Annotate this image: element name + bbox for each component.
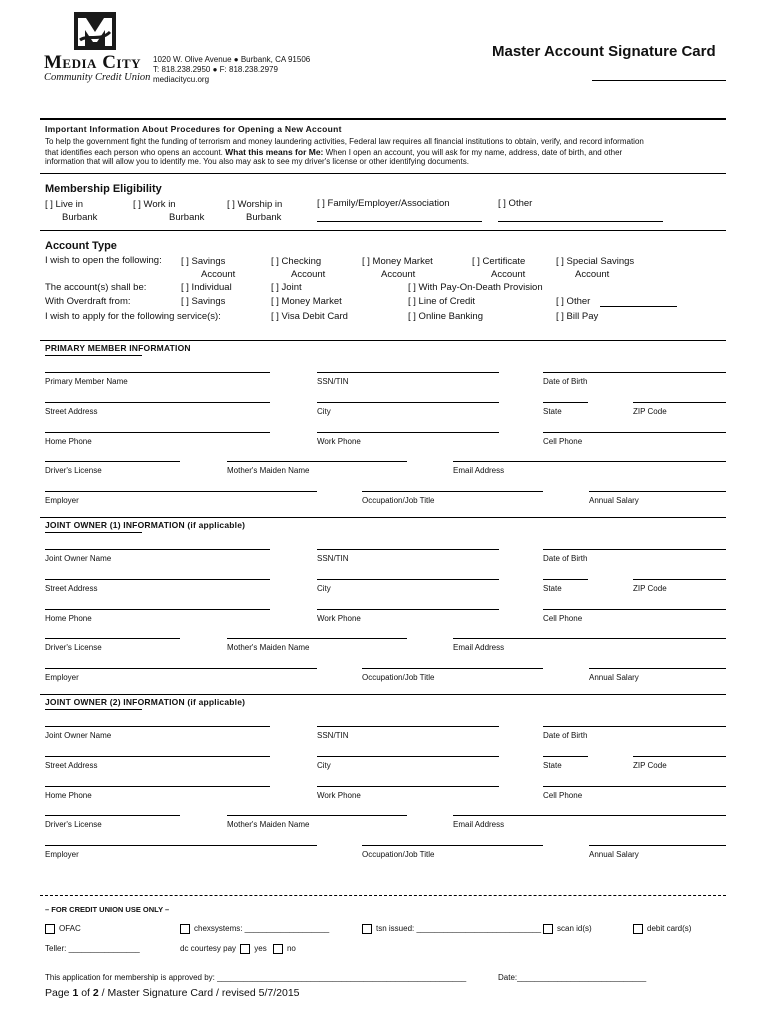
- eligibility-heading: Membership Eligibility: [45, 183, 162, 195]
- opt-certificate-sub: Account: [491, 269, 526, 280]
- info-heading: Important Information About Procedures for Opening a New Account: [45, 124, 342, 134]
- primary-state-input[interactable]: [543, 402, 588, 403]
- tsn-label: tsn issued: ____________________________: [376, 924, 542, 934]
- joint2-city-label: City: [317, 761, 331, 770]
- joint1-ssn-input[interactable]: [317, 549, 499, 550]
- joint2-street-input[interactable]: [45, 756, 270, 757]
- dc-no-checkbox[interactable]: [273, 944, 283, 954]
- open-label: I wish to open the following:: [45, 255, 162, 266]
- cu-use-heading: – FOR CREDIT UNION USE ONLY –: [45, 905, 170, 914]
- od-other[interactable]: [ ] Other: [556, 296, 591, 307]
- opt-money-market-sub: Account: [381, 269, 416, 280]
- joint1-zip-label: ZIP Code: [633, 584, 667, 593]
- joint2-dob-label: Date of Birth: [543, 731, 588, 740]
- primary-work-phone-label: Work Phone: [317, 437, 361, 446]
- joint2-work-phone-input[interactable]: [317, 786, 499, 787]
- primary-home-phone-label: Home Phone: [45, 437, 92, 446]
- elig-live-sub: Burbank: [62, 212, 98, 223]
- elig-work-label: [ ] Work in: [133, 199, 176, 210]
- joint1-home-phone-input[interactable]: [45, 609, 270, 610]
- dc-yes-checkbox[interactable]: [240, 944, 250, 954]
- od-savings[interactable]: [ ] Savings: [181, 296, 226, 307]
- joint2-joint-name-label: Joint Owner Name: [45, 731, 112, 740]
- primary-zip-input[interactable]: [633, 402, 726, 403]
- divider: [40, 118, 726, 120]
- opt-special-savings[interactable]: [556, 255, 634, 281]
- joint2-state-input[interactable]: [543, 756, 588, 757]
- opt-checking[interactable]: [271, 255, 325, 281]
- joint2-dl-label: Driver's License: [45, 820, 102, 829]
- elig-live-label: [ ] Live in: [45, 199, 84, 210]
- joint2-salary-input[interactable]: [589, 845, 726, 846]
- primary-maiden-input[interactable]: [227, 461, 407, 462]
- opt-joint[interactable]: [ ] Joint: [271, 282, 302, 293]
- elig-work-sub: Burbank: [169, 212, 205, 223]
- primary-cell-phone-input[interactable]: [543, 432, 726, 433]
- joint1-state-label: State: [543, 584, 562, 593]
- heading-underline: [45, 355, 142, 356]
- joint1-section-heading: JOINT OWNER (1) INFORMATION (if applicable): [45, 520, 246, 530]
- joint2-email-input[interactable]: [453, 815, 726, 816]
- info-line-2c: When I open an account, you will ask for my name, address, date of birth, and other: [325, 148, 623, 157]
- primary-zip-label: ZIP Code: [633, 407, 667, 416]
- tsn-checkbox[interactable]: [362, 924, 372, 934]
- joint1-occupation-label: Occupation/Job Title: [362, 673, 435, 682]
- footer-of: of: [81, 987, 90, 999]
- dc-courtesy-label: dc courtesy pay: [180, 944, 237, 954]
- od-other-line: [600, 306, 677, 307]
- opt-checking-label: [ ] Checking: [271, 256, 322, 267]
- account-type-heading: Account Type: [45, 240, 117, 252]
- services-label: I wish to apply for the following service(s):: [45, 311, 221, 322]
- joint2-home-phone-label: Home Phone: [45, 791, 92, 800]
- primary-ssn-input[interactable]: [317, 372, 499, 373]
- joint2-dob-input[interactable]: [543, 726, 726, 727]
- joint2-state-label: State: [543, 761, 562, 770]
- joint1-zip-input[interactable]: [633, 579, 726, 580]
- cu-ofac[interactable]: [45, 924, 81, 934]
- joint1-dl-input[interactable]: [45, 638, 180, 639]
- primary-street-label: Street Address: [45, 407, 98, 416]
- elig-other[interactable]: [ ] Other: [498, 198, 533, 209]
- joint1-street-input[interactable]: [45, 579, 270, 580]
- ofac-label: OFAC: [59, 924, 81, 934]
- footer-page-total: 2: [92, 987, 99, 999]
- address-text: 1020 W. Olive Avenue ● Burbank, CA 91506: [153, 55, 311, 64]
- svc-bill-pay[interactable]: [ ] Bill Pay: [556, 311, 599, 322]
- cu-date[interactable]: Date:_____________________________: [498, 973, 647, 982]
- phone-text: T: 818.238.2950 ● F: 818.238.2979: [153, 65, 278, 74]
- opt-money-market[interactable]: [362, 255, 433, 281]
- cu-use-divider: [40, 895, 726, 896]
- primary-occupation-label: Occupation/Job Title: [362, 496, 435, 505]
- joint1-home-phone-label: Home Phone: [45, 614, 92, 623]
- joint1-cell-phone-label: Cell Phone: [543, 614, 583, 623]
- footer-page-number: 1: [72, 987, 79, 999]
- joint1-joint-name-label: Joint Owner Name: [45, 554, 112, 563]
- primary-street-input[interactable]: [45, 402, 270, 403]
- primary-section-heading: PRIMARY MEMBER INFORMATION: [45, 343, 191, 353]
- od-money-market[interactable]: [ ] Money Market: [271, 296, 342, 307]
- cu-approved[interactable]: This application for membership is approved by: ________________________________________________________: [45, 973, 467, 982]
- joint2-employer-input[interactable]: [45, 845, 317, 846]
- ofac-checkbox[interactable]: [45, 924, 55, 934]
- joint2-cell-phone-label: Cell Phone: [543, 791, 583, 800]
- elig-worship-label: [ ] Worship in: [227, 199, 283, 210]
- primary-dob-label: Date of Birth: [543, 377, 588, 386]
- joint2-ssn-input[interactable]: [317, 726, 499, 727]
- joint1-cell-phone-input[interactable]: [543, 609, 726, 610]
- cu-scan[interactable]: [543, 924, 592, 934]
- opt-savings[interactable]: [181, 255, 235, 281]
- joint2-home-phone-input[interactable]: [45, 786, 270, 787]
- info-line-1: To help the government fight the funding of terrorism and money laundering activities, Federal law requires all financial institutions to obtain, verify, and record information: [45, 137, 644, 146]
- footer-page-word: Page: [45, 987, 70, 999]
- chex-checkbox[interactable]: [180, 924, 190, 934]
- joint1-employer-input[interactable]: [45, 668, 317, 669]
- joint1-city-label: City: [317, 584, 331, 593]
- media-city-logo-icon: [74, 12, 116, 50]
- scan-checkbox[interactable]: [543, 924, 553, 934]
- divider: [40, 694, 726, 695]
- primary-maiden-label: Mother's Maiden Name: [227, 466, 310, 475]
- joint1-work-phone-input[interactable]: [317, 609, 499, 610]
- joint2-occupation-input[interactable]: [362, 845, 543, 846]
- opt-individual[interactable]: [ ] Individual: [181, 282, 232, 293]
- joint1-salary-label: Annual Salary: [589, 673, 639, 682]
- joint2-cell-phone-input[interactable]: [543, 786, 726, 787]
- page-footer: [45, 987, 300, 999]
- primary-occupation-input[interactable]: [362, 491, 543, 492]
- joint2-occupation-label: Occupation/Job Title: [362, 850, 435, 859]
- divider: [40, 230, 726, 231]
- joint1-occupation-input[interactable]: [362, 668, 543, 669]
- joint2-ssn-label: SSN/TIN: [317, 731, 349, 740]
- title-underline: [592, 80, 726, 81]
- primary-dob-input[interactable]: [543, 372, 726, 373]
- opt-savings-sub: Account: [201, 269, 236, 280]
- info-line-2a: that identifies each person who opens an account.: [45, 148, 223, 157]
- joint2-employer-label: Employer: [45, 850, 79, 859]
- divider: [40, 340, 726, 341]
- joint1-ssn-label: SSN/TIN: [317, 554, 349, 563]
- cu-chex[interactable]: [180, 924, 329, 934]
- joint1-maiden-label: Mother's Maiden Name: [227, 643, 310, 652]
- opt-pod[interactable]: [ ] With Pay-On-Death Provision: [408, 282, 543, 293]
- primary-dl-input[interactable]: [45, 461, 180, 462]
- joint1-maiden-input[interactable]: [227, 638, 407, 639]
- debit-label: debit card(s): [647, 924, 692, 934]
- elig-other-line: [498, 221, 663, 222]
- website-text: mediacitycu.org: [153, 75, 210, 84]
- joint1-dob-input[interactable]: [543, 549, 726, 550]
- elig-worship[interactable]: [227, 198, 282, 224]
- joint1-dl-label: Driver's License: [45, 643, 102, 652]
- heading-underline: [45, 532, 142, 533]
- svc-visa-debit[interactable]: [ ] Visa Debit Card: [271, 311, 348, 322]
- debit-checkbox[interactable]: [633, 924, 643, 934]
- cu-debit[interactable]: [633, 924, 691, 934]
- primary-work-phone-input[interactable]: [317, 432, 499, 433]
- joint2-joint-name-input[interactable]: [45, 726, 270, 727]
- joint1-work-phone-label: Work Phone: [317, 614, 361, 623]
- primary-city-input[interactable]: [317, 402, 499, 403]
- primary-primary-name-label: Primary Member Name: [45, 377, 128, 386]
- joint2-street-label: Street Address: [45, 761, 98, 770]
- brand-subtitle: Community Credit Union: [44, 72, 151, 83]
- primary-dl-label: Driver's License: [45, 466, 102, 475]
- info-line-2: [45, 147, 622, 157]
- dc-yes-label: yes: [254, 944, 267, 954]
- elig-work[interactable]: [133, 198, 204, 224]
- joint1-street-label: Street Address: [45, 584, 98, 593]
- svc-online-banking[interactable]: [ ] Online Banking: [408, 311, 483, 322]
- joint2-maiden-label: Mother's Maiden Name: [227, 820, 310, 829]
- elig-family-line: [317, 221, 482, 222]
- joint1-state-input[interactable]: [543, 579, 588, 580]
- primary-email-label: Email Address: [453, 466, 505, 475]
- primary-email-input[interactable]: [453, 461, 726, 462]
- dc-no-label: no: [286, 944, 296, 954]
- joint1-joint-name-input[interactable]: [45, 549, 270, 550]
- chex-label: chexsystems: ___________________: [194, 924, 330, 934]
- joint2-work-phone-label: Work Phone: [317, 791, 361, 800]
- cu-teller[interactable]: Teller: ________________: [45, 944, 140, 953]
- joint2-email-label: Email Address: [453, 820, 505, 829]
- joint1-email-input[interactable]: [453, 638, 726, 639]
- primary-salary-input[interactable]: [589, 491, 726, 492]
- joint1-city-input[interactable]: [317, 579, 499, 580]
- joint1-email-label: Email Address: [453, 643, 505, 652]
- brand-name: Media City: [44, 52, 142, 73]
- joint2-dl-input[interactable]: [45, 815, 180, 816]
- primary-home-phone-input[interactable]: [45, 432, 270, 433]
- joint1-dob-label: Date of Birth: [543, 554, 588, 563]
- joint2-city-input[interactable]: [317, 756, 499, 757]
- elig-family[interactable]: [ ] Family/Employer/Association: [317, 198, 450, 209]
- primary-salary-label: Annual Salary: [589, 496, 639, 505]
- primary-cell-phone-label: Cell Phone: [543, 437, 583, 446]
- cu-tsn[interactable]: [362, 924, 541, 934]
- primary-state-label: State: [543, 407, 562, 416]
- footer-doc-info: / Master Signature Card / revised 5/7/2015: [101, 987, 300, 999]
- primary-primary-name-input[interactable]: [45, 372, 270, 373]
- joint2-zip-label: ZIP Code: [633, 761, 667, 770]
- primary-city-label: City: [317, 407, 331, 416]
- opt-certificate[interactable]: [472, 255, 525, 281]
- joint2-zip-input[interactable]: [633, 756, 726, 757]
- joint1-employer-label: Employer: [45, 673, 79, 682]
- joint2-salary-label: Annual Salary: [589, 850, 639, 859]
- shall-be-label: The account(s) shall be:: [45, 282, 147, 293]
- page-title: Master Account Signature Card: [492, 43, 716, 60]
- opt-certificate-label: [ ] Certificate: [472, 256, 526, 267]
- opt-special-savings-sub: Account: [575, 269, 610, 280]
- opt-checking-sub: Account: [291, 269, 326, 280]
- info-line-2b: What this means for Me:: [225, 147, 324, 157]
- primary-employer-label: Employer: [45, 496, 79, 505]
- opt-savings-label: [ ] Savings: [181, 256, 226, 267]
- joint1-salary-input[interactable]: [589, 668, 726, 669]
- scan-label: scan id(s): [557, 924, 592, 934]
- cu-dc-courtesy: [180, 944, 296, 954]
- od-line-of-credit[interactable]: [ ] Line of Credit: [408, 296, 476, 307]
- divider: [40, 517, 726, 518]
- primary-ssn-label: SSN/TIN: [317, 377, 349, 386]
- joint2-maiden-input[interactable]: [227, 815, 407, 816]
- opt-money-market-label: [ ] Money Market: [362, 256, 433, 267]
- joint2-section-heading: JOINT OWNER (2) INFORMATION (if applicable): [45, 697, 246, 707]
- divider: [40, 173, 726, 174]
- elig-live[interactable]: [45, 198, 97, 224]
- overdraft-label: With Overdraft from:: [45, 296, 131, 307]
- primary-employer-input[interactable]: [45, 491, 317, 492]
- info-line-3: information that will allow you to identify me. You also may ask to see my driver's license or other identifying documents.: [45, 157, 469, 166]
- heading-underline: [45, 709, 142, 710]
- elig-worship-sub: Burbank: [246, 212, 282, 223]
- opt-special-savings-label: [ ] Special Savings: [556, 256, 635, 267]
